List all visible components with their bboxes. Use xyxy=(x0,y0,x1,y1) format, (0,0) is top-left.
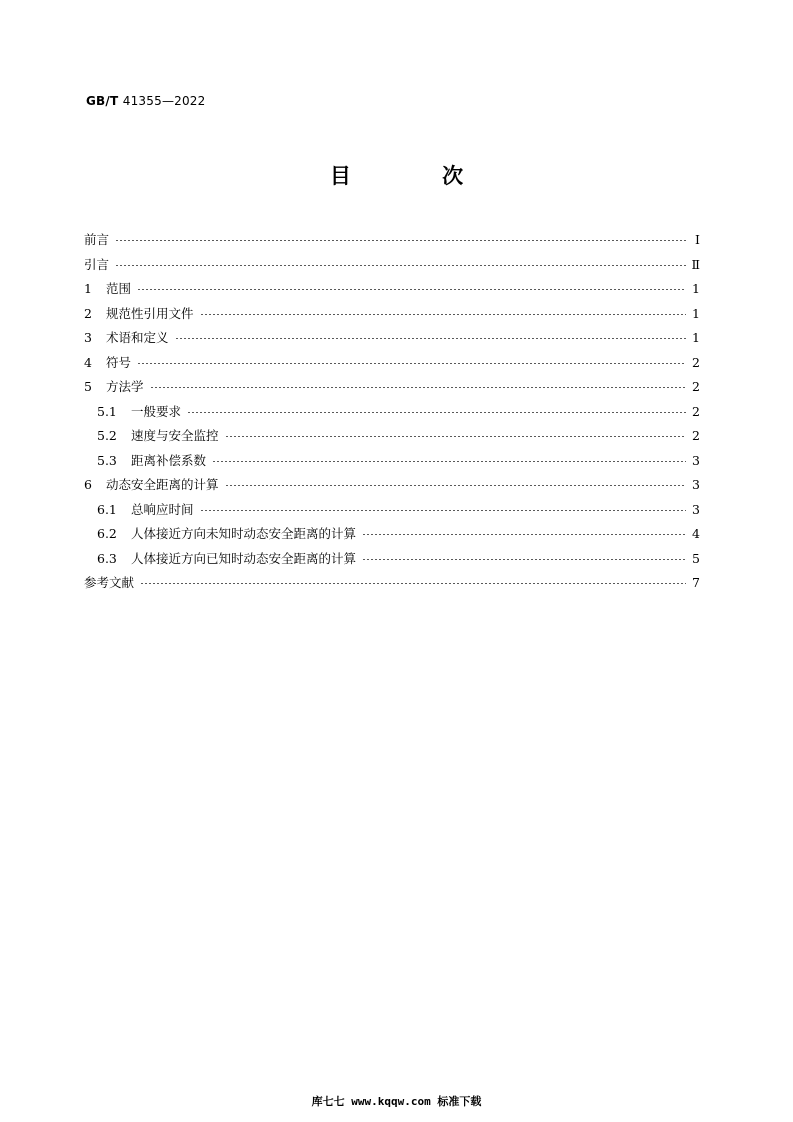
toc-section-number: 5.3 xyxy=(97,452,117,468)
toc-page-number: 2 xyxy=(692,379,700,394)
toc-entry[interactable] xyxy=(84,326,700,351)
toc-section-number: 5.2 xyxy=(97,428,117,443)
toc-label: 人体接近方向未知时动态安全距离的计算 xyxy=(131,526,357,541)
toc-entry[interactable] xyxy=(84,571,700,596)
toc-entry[interactable] xyxy=(84,449,700,474)
toc-dot-leader xyxy=(200,510,686,511)
toc-entry[interactable] xyxy=(84,351,700,376)
toc-label: 一般要求 xyxy=(131,403,182,419)
toc-entry[interactable] xyxy=(84,473,700,498)
toc-dot-leader xyxy=(187,412,686,413)
toc-page-number: 3 xyxy=(692,477,700,492)
page-title: 目 次 xyxy=(329,164,506,188)
standard-code-prefix: GB/T xyxy=(86,94,119,108)
toc-label: 参考文献 xyxy=(84,575,135,590)
toc-label: 术语和定义 xyxy=(106,330,169,345)
toc-section-number: 6.1 xyxy=(97,501,117,517)
toc-page-number: 2 xyxy=(692,403,700,419)
toc-dot-leader xyxy=(212,461,686,462)
toc-label: 前言 xyxy=(84,232,110,247)
toc-label: 人体接近方向已知时动态安全距离的计算 xyxy=(131,550,357,566)
toc-entry[interactable] xyxy=(84,547,700,572)
toc-entry[interactable] xyxy=(84,424,700,449)
toc-label: 总响应时间 xyxy=(131,501,194,517)
toc-dot-leader xyxy=(225,436,686,437)
toc-label: 速度与安全监控 xyxy=(131,428,219,443)
toc-label: 引言 xyxy=(84,256,110,272)
toc-page-number: 3 xyxy=(692,452,700,468)
toc-dot-leader xyxy=(137,363,686,364)
toc-page-number: Ⅰ xyxy=(695,232,700,247)
toc-section-number: 6.2 xyxy=(97,526,117,541)
table-of-contents xyxy=(84,228,700,596)
toc-section-number: 6.3 xyxy=(97,550,117,566)
toc-page-number: 1 xyxy=(692,281,700,296)
toc-entry[interactable] xyxy=(84,400,700,425)
toc-label: 规范性引用文件 xyxy=(106,305,194,321)
standard-code-number: 41355—2022 xyxy=(122,94,206,108)
toc-page-number: Ⅱ xyxy=(691,256,700,272)
toc-page-number: 1 xyxy=(692,305,700,321)
toc-entry[interactable] xyxy=(84,522,700,547)
toc-label: 距离补偿系数 xyxy=(131,452,207,468)
toc-dot-leader xyxy=(362,534,686,535)
toc-section-number: 3 xyxy=(84,330,92,345)
toc-dot-leader xyxy=(137,289,686,290)
footer-watermark: 库七七 www.kqqw.com 标准下载 xyxy=(311,1095,482,1108)
toc-dot-leader xyxy=(140,583,686,584)
toc-section-number: 4 xyxy=(84,354,92,370)
toc-entry[interactable] xyxy=(84,253,700,278)
toc-entry[interactable] xyxy=(84,277,700,302)
toc-dot-leader xyxy=(150,387,686,388)
toc-dot-leader xyxy=(115,265,685,266)
toc-section-number: 5 xyxy=(84,379,92,394)
toc-label: 方法学 xyxy=(106,379,144,394)
toc-dot-leader xyxy=(200,314,686,315)
toc-dot-leader xyxy=(225,485,686,486)
toc-dot-leader xyxy=(175,338,686,339)
toc-label: 符号 xyxy=(106,354,132,370)
toc-entry[interactable] xyxy=(84,375,700,400)
toc-page-number: 7 xyxy=(692,575,700,590)
toc-entry[interactable] xyxy=(84,498,700,523)
toc-page-number: 4 xyxy=(692,526,700,541)
toc-section-number: 1 xyxy=(84,281,92,296)
toc-label: 范围 xyxy=(106,281,132,296)
toc-page-number: 2 xyxy=(692,428,700,443)
toc-label: 动态安全距离的计算 xyxy=(106,477,219,492)
toc-section-number: 6 xyxy=(84,477,92,492)
toc-dot-leader xyxy=(362,559,686,560)
toc-page-number: 5 xyxy=(692,550,700,566)
toc-page-number: 3 xyxy=(692,501,700,517)
standard-code xyxy=(86,94,205,108)
toc-section-number: 5.1 xyxy=(97,403,117,419)
toc-dot-leader xyxy=(115,240,686,241)
toc-page-number: 2 xyxy=(692,354,700,370)
toc-section-number: 2 xyxy=(84,305,92,321)
toc-entry[interactable] xyxy=(84,302,700,327)
toc-entry[interactable] xyxy=(84,228,700,253)
toc-page-number: 1 xyxy=(692,330,700,345)
